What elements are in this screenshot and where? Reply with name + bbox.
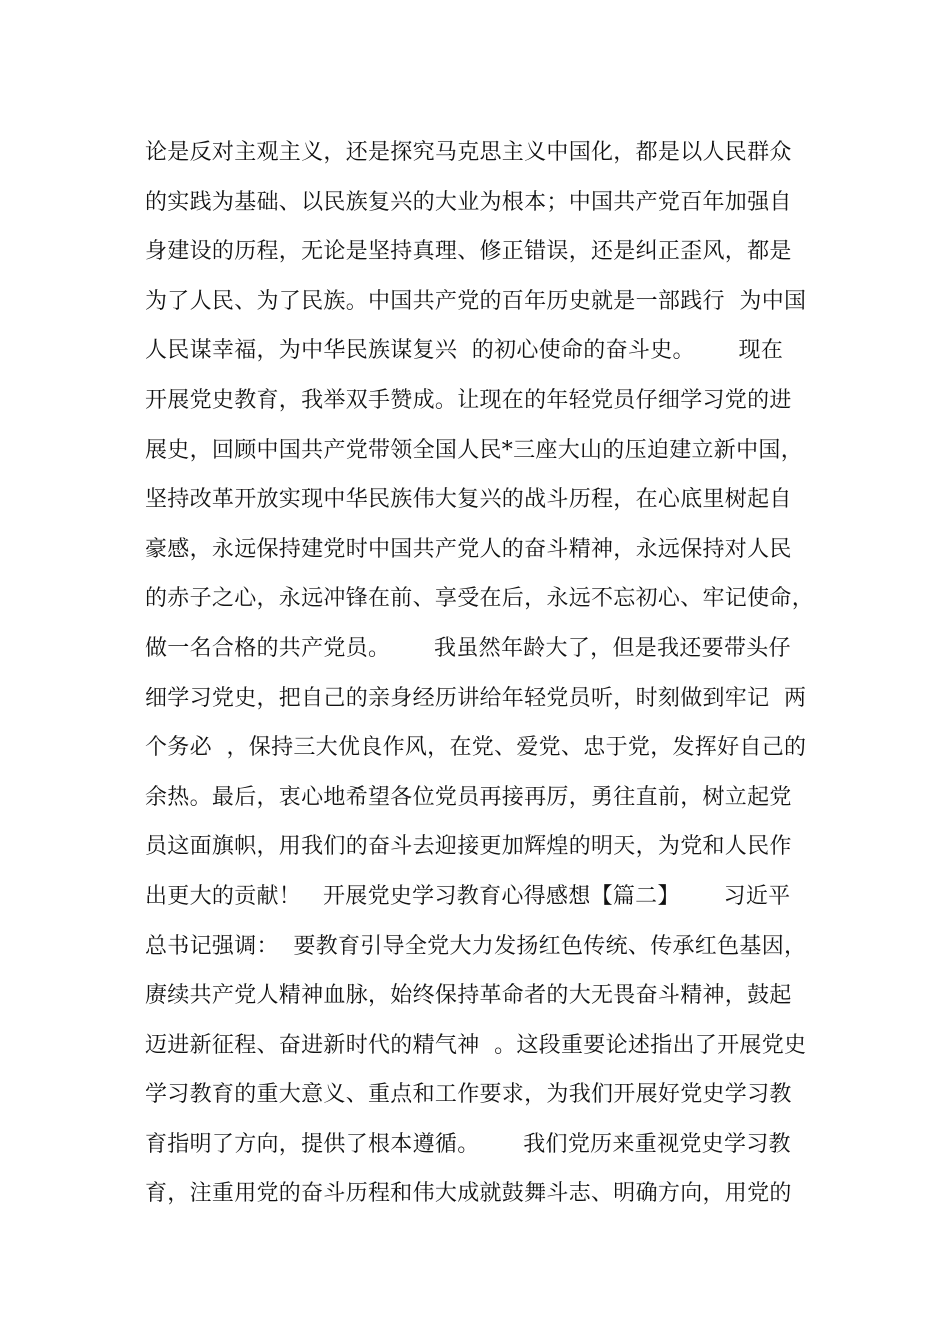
- text-line: 做一名合格的共产党员。 我虽然年龄大了，但是我还要带头仔: [145, 635, 791, 661]
- text-line: 人民谋幸福，为中华民族谋复兴 的初心使命的奋斗史。 现在: [145, 338, 784, 364]
- text-line: 出更大的贡献！ 开展党史学习教育心得感想【篇二】 习近平: [145, 883, 791, 909]
- text-line: 论是反对主观主义，还是探究马克思主义中国化，都是以人民群众: [145, 140, 792, 165]
- text-line: 的实践为基础、以民族复兴的大业为根本；中国共产党百年加强自: [145, 189, 792, 215]
- text-line: 坚持改革开放实现中华民族伟大复兴的战斗历程，在心底里树起自: [145, 487, 792, 513]
- text-line: 的赤子之心，永远冲锋在前、享受在后，永远不忘初心、牢记使命，: [145, 586, 815, 612]
- text-line: 为了人民、为了民族。中国共产党的百年历史就是一部践行 为中国: [145, 288, 807, 314]
- text-line: 员这面旗帜，用我们的奋斗去迎接更加辉煌的明天，为党和人民作: [145, 834, 792, 860]
- body-text: [145, 128, 825, 1219]
- text-line: 学习教育的重大意义、重点和工作要求，为我们开展好党史学习教: [145, 1082, 792, 1108]
- text-line: 细学习党史，把自己的亲身经历讲给年轻党员听，时刻做到牢记 两: [145, 685, 807, 711]
- text-line: 迈进新征程、奋进新时代的精气神 。这段重要论述指出了开展党史: [145, 1032, 807, 1058]
- text-line: 身建设的历程，无论是坚持真理、修正错误，还是纠正歪风，都是: [145, 239, 792, 265]
- text-line: 个务必 ，保持三大优良作风，在党、爱党、忠于党，发挥好自己的: [145, 735, 807, 761]
- text-line: 赓续共产党人精神血脉，始终保持革命者的大无畏奋斗精神，鼓起: [145, 983, 792, 1009]
- text-line: 总书记强调： 要教育引导全党大力发扬红色传统、传承红色基因，: [145, 933, 807, 959]
- text-line: 展史，回顾中国共产党带领全国人民*三座大山的压迫建立新中国，: [145, 437, 804, 463]
- text-line: 余热。最后，衷心地希望各位党员再接再厉，勇往直前，树立起党: [145, 784, 792, 810]
- text-line: 开展党史教育，我举双手赞成。让现在的年轻党员仔细学习党的进: [145, 387, 792, 413]
- text-line: 育，注重用党的奋斗历程和伟大成就鼓舞斗志、明确方向，用党的: [145, 1181, 792, 1207]
- text-line: 豪感，永远保持建党时中国共产党人的奋斗精神，永远保持对人民: [145, 536, 792, 562]
- text-line: 育指明了方向，提供了根本遵循。 我们党历来重视党史学习教: [145, 1131, 791, 1157]
